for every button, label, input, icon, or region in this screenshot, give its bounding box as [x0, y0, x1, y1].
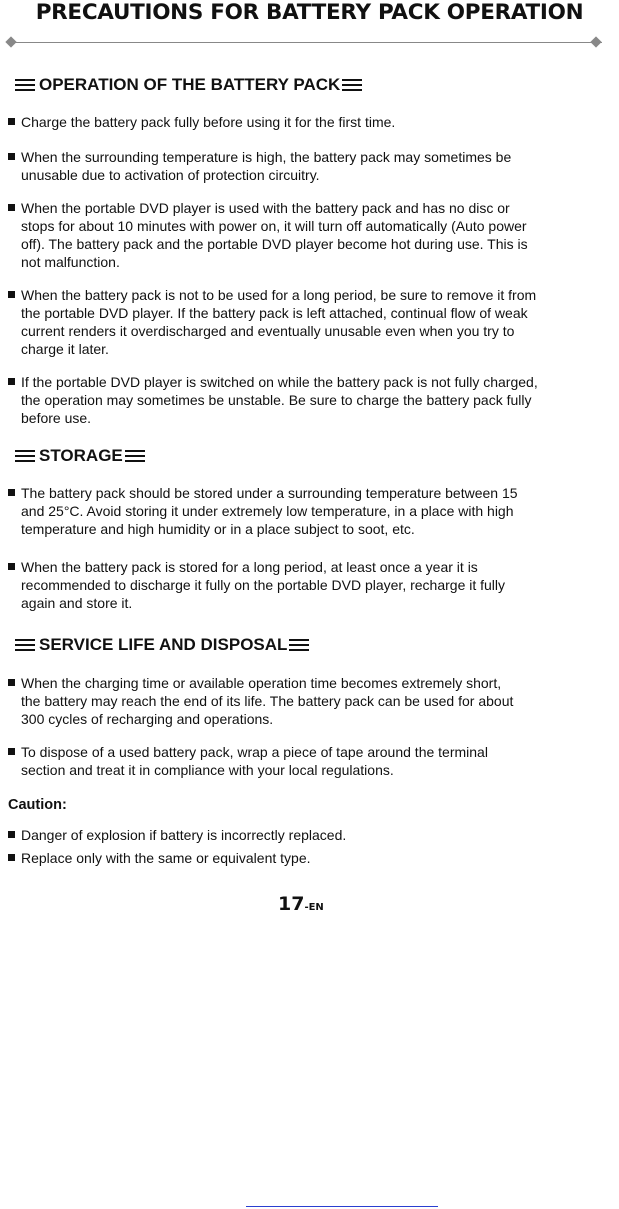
section-heading-storage	[13, 446, 149, 466]
heading-lines-right-icon	[289, 639, 309, 651]
list-item	[8, 558, 615, 612]
list-item	[8, 113, 615, 131]
list-item	[8, 743, 615, 779]
list-item-text: When the surrounding temperature is high, the battery pack may sometimes be unusable due to activation of protection circuitry.	[21, 149, 512, 183]
heading-lines-right-icon	[125, 450, 145, 462]
bottom-link-underline[interactable]	[246, 1206, 438, 1207]
list-item	[8, 373, 615, 427]
list-item-text: When the charging time or available operation time becomes extremely short, the battery may reach the end of its life. The battery pack can be used for about 300 cycles of recharging and operations.	[21, 675, 514, 727]
section-heading-text: STORAGE	[39, 446, 123, 465]
heading-lines-right-icon	[342, 79, 362, 91]
section-heading-text: SERVICE LIFE AND DISPOSAL	[39, 635, 288, 654]
square-bullet-icon	[8, 118, 15, 125]
list-item-text: Charge the battery pack fully before using it for the first time.	[21, 114, 396, 130]
caution-item-text: Replace only with the same or equivalent type.	[21, 850, 311, 866]
heading-lines-left-icon	[15, 79, 35, 91]
section-heading-service-life	[13, 635, 313, 655]
square-bullet-icon	[8, 831, 15, 838]
list-item-text: To dispose of a used battery pack, wrap a piece of tape around the terminal section and treat it in compliance with your local regulations.	[21, 744, 488, 778]
page-number-value: 17	[278, 893, 305, 915]
list-item	[8, 148, 615, 184]
divider-line	[14, 42, 602, 43]
caution-item	[8, 826, 615, 844]
list-item-text: When the battery pack is not to be used for a long period, be sure to remove it from the portable DVD player. If the battery pack is left attached, continual flow of weak current renders it overdischarged and eventually unusable even when you try to charge it later.	[21, 287, 537, 357]
square-bullet-icon	[8, 748, 15, 755]
section-heading-operation	[13, 75, 366, 95]
heading-lines-left-icon	[15, 639, 35, 651]
divider-diamond-right-icon	[590, 36, 601, 47]
square-bullet-icon	[8, 378, 15, 385]
caution-item-text: Danger of explosion if battery is incorrectly replaced.	[21, 827, 347, 843]
page-title: PRECAUTIONS FOR BATTERY PACK OPERATION	[35, 0, 584, 25]
square-bullet-icon	[8, 153, 15, 160]
list-item	[8, 674, 615, 728]
section-heading-text: OPERATION OF THE BATTERY PACK	[39, 75, 341, 94]
square-bullet-icon	[8, 204, 15, 211]
list-item-text: When the battery pack is stored for a long period, at least once a year it is recommended to discharge it fully on the portable DVD player, recharge it fully again and store it.	[21, 559, 506, 611]
list-item-text: The battery pack should be stored under a surrounding temperature between 15 and 25°C. Avoid storing it under extremely low temperature, in a place with high temperature and high humidity or in a place subject to soot, etc.	[21, 485, 518, 537]
page-number-suffix: -EN	[304, 902, 324, 913]
list-item-text: When the portable DVD player is used with the battery pack and has no disc or stops for about 10 minutes with power on, it will turn off automatically (Auto power off). The battery pack and the portable DVD player become hot during use. This is not malfunction.	[21, 200, 528, 270]
heading-lines-left-icon	[15, 450, 35, 462]
list-item	[8, 484, 615, 538]
page-number	[278, 893, 324, 915]
square-bullet-icon	[8, 291, 15, 298]
square-bullet-icon	[8, 854, 15, 861]
caution-item	[8, 849, 615, 867]
list-item	[8, 286, 615, 358]
square-bullet-icon	[8, 679, 15, 686]
square-bullet-icon	[8, 563, 15, 570]
square-bullet-icon	[8, 489, 15, 496]
caution-label: Caution:	[8, 797, 67, 813]
list-item-text: If the portable DVD player is switched on while the battery pack is not fully charged, the operation may sometimes be unstable. Be sure to charge the battery pack fully before use.	[21, 374, 538, 426]
list-item	[8, 199, 615, 271]
divider-diamond-left-icon	[5, 36, 16, 47]
